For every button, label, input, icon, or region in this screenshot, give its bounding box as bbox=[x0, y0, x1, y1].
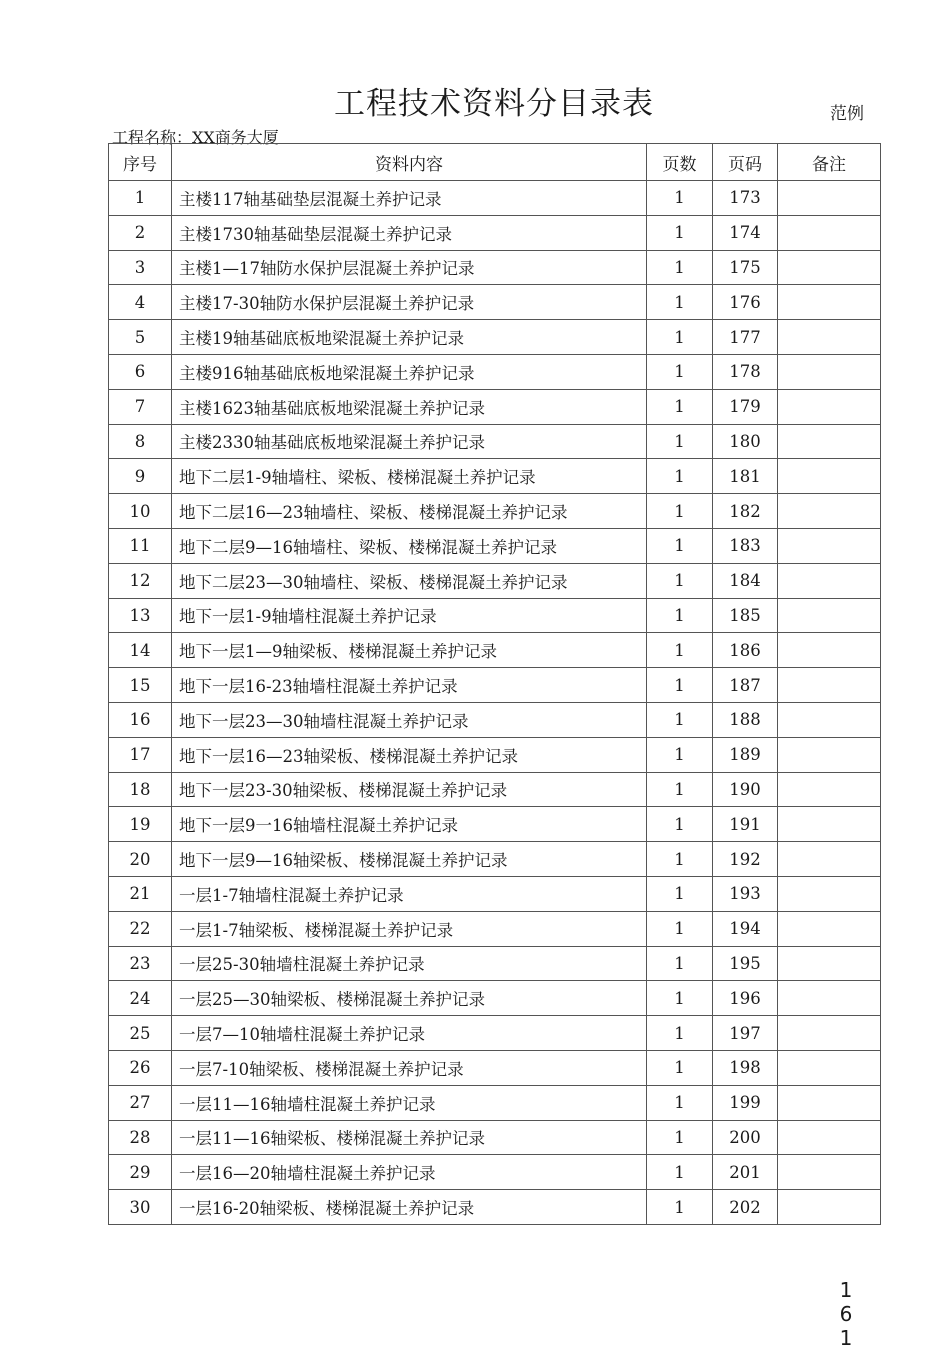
cell-page-number: 189 bbox=[713, 737, 778, 772]
cell-page-count: 1 bbox=[647, 320, 713, 355]
cell-page-count: 1 bbox=[647, 285, 713, 320]
cell-content: 主楼19轴基础底板地梁混凝土养护记录 bbox=[172, 320, 647, 355]
cell-remarks bbox=[778, 946, 881, 981]
cell-serial: 8 bbox=[109, 424, 172, 459]
cell-page-count: 1 bbox=[647, 528, 713, 563]
cell-content: 一层25-30轴墙柱混凝土养护记录 bbox=[172, 946, 647, 981]
cell-page-count: 1 bbox=[647, 459, 713, 494]
cell-remarks bbox=[778, 494, 881, 529]
table-row bbox=[109, 459, 881, 494]
table-row bbox=[109, 389, 881, 424]
cell-serial: 14 bbox=[109, 633, 172, 668]
table-row bbox=[109, 424, 881, 459]
cell-page-count: 1 bbox=[647, 494, 713, 529]
cell-serial: 4 bbox=[109, 285, 172, 320]
table-row bbox=[109, 320, 881, 355]
cell-page-count: 1 bbox=[647, 946, 713, 981]
cell-remarks bbox=[778, 633, 881, 668]
cell-page-count: 1 bbox=[647, 876, 713, 911]
cell-serial: 23 bbox=[109, 946, 172, 981]
cell-page-number: 196 bbox=[713, 981, 778, 1016]
cell-content: 一层7-10轴梁板、楼梯混凝土养护记录 bbox=[172, 1050, 647, 1085]
table-header-row bbox=[109, 144, 881, 181]
project-name-label: 工程名称：XX商务大厦 bbox=[112, 128, 279, 147]
cell-remarks bbox=[778, 320, 881, 355]
cell-page-number: 181 bbox=[713, 459, 778, 494]
cell-page-count: 1 bbox=[647, 842, 713, 877]
cell-page-count: 1 bbox=[647, 1050, 713, 1085]
table-row bbox=[109, 528, 881, 563]
table-row bbox=[109, 807, 881, 842]
table-row bbox=[109, 1085, 881, 1120]
cell-content: 主楼2330轴基础底板地梁混凝土养护记录 bbox=[172, 424, 647, 459]
cell-page-count: 1 bbox=[647, 737, 713, 772]
cell-page-count: 1 bbox=[647, 1085, 713, 1120]
cell-content: 一层7—10轴墙柱混凝土养护记录 bbox=[172, 1016, 647, 1051]
cell-page-number: 178 bbox=[713, 354, 778, 389]
cell-remarks bbox=[778, 424, 881, 459]
cell-page-count: 1 bbox=[647, 1120, 713, 1155]
cell-serial: 28 bbox=[109, 1120, 172, 1155]
cell-content: 地下一层16-23轴墙柱混凝土养护记录 bbox=[172, 668, 647, 703]
cell-page-number: 191 bbox=[713, 807, 778, 842]
cell-page-count: 1 bbox=[647, 563, 713, 598]
cell-page-count: 1 bbox=[647, 424, 713, 459]
cell-page-number: 194 bbox=[713, 911, 778, 946]
cell-page-count: 1 bbox=[647, 354, 713, 389]
cell-serial: 6 bbox=[109, 354, 172, 389]
cell-content: 一层16—20轴墙柱混凝土养护记录 bbox=[172, 1155, 647, 1190]
cell-remarks bbox=[778, 737, 881, 772]
table-row bbox=[109, 1050, 881, 1085]
cell-serial: 10 bbox=[109, 494, 172, 529]
table-row bbox=[109, 772, 881, 807]
table-row bbox=[109, 250, 881, 285]
table-row bbox=[109, 1120, 881, 1155]
cell-content: 地下一层23-30轴梁板、楼梯混凝土养护记录 bbox=[172, 772, 647, 807]
cell-remarks bbox=[778, 354, 881, 389]
cell-content: 地下二层23—30轴墙柱、梁板、楼梯混凝土养护记录 bbox=[172, 563, 647, 598]
cell-page-count: 1 bbox=[647, 981, 713, 1016]
cell-serial: 22 bbox=[109, 911, 172, 946]
cell-page-count: 1 bbox=[647, 1155, 713, 1190]
cell-remarks bbox=[778, 389, 881, 424]
cell-remarks bbox=[778, 1016, 881, 1051]
cell-page-number: 195 bbox=[713, 946, 778, 981]
example-mark: 范例 bbox=[830, 104, 864, 124]
table-row bbox=[109, 842, 881, 877]
cell-page-number: 183 bbox=[713, 528, 778, 563]
cell-page-number: 192 bbox=[713, 842, 778, 877]
cell-content: 主楼117轴基础垫层混凝土养护记录 bbox=[172, 181, 647, 216]
page-number: 1 6 1 bbox=[839, 1278, 853, 1350]
cell-serial: 21 bbox=[109, 876, 172, 911]
cell-page-count: 1 bbox=[647, 668, 713, 703]
cell-content: 地下二层1-9轴墙柱、梁板、楼梯混凝土养护记录 bbox=[172, 459, 647, 494]
cell-page-count: 1 bbox=[647, 911, 713, 946]
cell-remarks bbox=[778, 842, 881, 877]
cell-content: 主楼916轴基础底板地梁混凝土养护记录 bbox=[172, 354, 647, 389]
cell-page-number: 177 bbox=[713, 320, 778, 355]
table-row bbox=[109, 737, 881, 772]
table-body bbox=[109, 181, 881, 1225]
cell-serial: 15 bbox=[109, 668, 172, 703]
table-row bbox=[109, 633, 881, 668]
cell-page-number: 184 bbox=[713, 563, 778, 598]
table-row bbox=[109, 911, 881, 946]
cell-page-number: 173 bbox=[713, 181, 778, 216]
cell-serial: 1 bbox=[109, 181, 172, 216]
cell-remarks bbox=[778, 598, 881, 633]
cell-page-number: 185 bbox=[713, 598, 778, 633]
cell-page-number: 202 bbox=[713, 1190, 778, 1225]
cell-page-number: 180 bbox=[713, 424, 778, 459]
cell-serial: 5 bbox=[109, 320, 172, 355]
header-remarks: 备注 bbox=[778, 144, 881, 181]
cell-page-count: 1 bbox=[647, 633, 713, 668]
cell-serial: 18 bbox=[109, 772, 172, 807]
cell-serial: 9 bbox=[109, 459, 172, 494]
cell-serial: 12 bbox=[109, 563, 172, 598]
cell-serial: 17 bbox=[109, 737, 172, 772]
cell-page-count: 1 bbox=[647, 1190, 713, 1225]
cell-serial: 26 bbox=[109, 1050, 172, 1085]
table-row bbox=[109, 215, 881, 250]
cell-remarks bbox=[778, 1085, 881, 1120]
cell-page-number: 200 bbox=[713, 1120, 778, 1155]
cell-remarks bbox=[778, 215, 881, 250]
cell-page-number: 201 bbox=[713, 1155, 778, 1190]
cell-remarks bbox=[778, 1190, 881, 1225]
cell-page-number: 179 bbox=[713, 389, 778, 424]
table-row bbox=[109, 668, 881, 703]
cell-remarks bbox=[778, 911, 881, 946]
document-title: 工程技术资料分目录表 bbox=[334, 86, 654, 122]
cell-content: 地下一层9—16轴梁板、楼梯混凝土养护记录 bbox=[172, 842, 647, 877]
cell-content: 主楼17-30轴防水保护层混凝土养护记录 bbox=[172, 285, 647, 320]
cell-remarks bbox=[778, 285, 881, 320]
cell-content: 一层1-7轴梁板、楼梯混凝土养护记录 bbox=[172, 911, 647, 946]
cell-page-number: 187 bbox=[713, 668, 778, 703]
cell-page-count: 1 bbox=[647, 181, 713, 216]
cell-page-count: 1 bbox=[647, 215, 713, 250]
cell-serial: 16 bbox=[109, 702, 172, 737]
table-row bbox=[109, 981, 881, 1016]
table-row bbox=[109, 494, 881, 529]
cell-remarks bbox=[778, 1120, 881, 1155]
cell-serial: 20 bbox=[109, 842, 172, 877]
cell-remarks bbox=[778, 772, 881, 807]
cell-page-number: 197 bbox=[713, 1016, 778, 1051]
cell-serial: 29 bbox=[109, 1155, 172, 1190]
cell-page-number: 193 bbox=[713, 876, 778, 911]
cell-remarks bbox=[778, 876, 881, 911]
cell-serial: 2 bbox=[109, 215, 172, 250]
table-row bbox=[109, 181, 881, 216]
cell-remarks bbox=[778, 702, 881, 737]
table-row bbox=[109, 354, 881, 389]
cell-content: 主楼1—17轴防水保护层混凝土养护记录 bbox=[172, 250, 647, 285]
cell-remarks bbox=[778, 459, 881, 494]
cell-page-number: 175 bbox=[713, 250, 778, 285]
cell-content: 一层16-20轴梁板、楼梯混凝土养护记录 bbox=[172, 1190, 647, 1225]
cell-content: 地下一层16—23轴梁板、楼梯混凝土养护记录 bbox=[172, 737, 647, 772]
cell-serial: 30 bbox=[109, 1190, 172, 1225]
cell-content: 地下一层23—30轴墙柱混凝土养护记录 bbox=[172, 702, 647, 737]
table-row bbox=[109, 563, 881, 598]
cell-page-number: 188 bbox=[713, 702, 778, 737]
cell-remarks bbox=[778, 807, 881, 842]
cell-serial: 24 bbox=[109, 981, 172, 1016]
cell-remarks bbox=[778, 1155, 881, 1190]
cell-serial: 7 bbox=[109, 389, 172, 424]
cell-serial: 13 bbox=[109, 598, 172, 633]
cell-remarks bbox=[778, 181, 881, 216]
table-row bbox=[109, 1155, 881, 1190]
cell-remarks bbox=[778, 668, 881, 703]
cell-content: 一层11—16轴梁板、楼梯混凝土养护记录 bbox=[172, 1120, 647, 1155]
cell-page-number: 199 bbox=[713, 1085, 778, 1120]
cell-page-count: 1 bbox=[647, 1016, 713, 1051]
cell-remarks bbox=[778, 250, 881, 285]
cell-page-count: 1 bbox=[647, 807, 713, 842]
cell-page-number: 182 bbox=[713, 494, 778, 529]
cell-page-count: 1 bbox=[647, 772, 713, 807]
cell-page-count: 1 bbox=[647, 702, 713, 737]
table-row bbox=[109, 1190, 881, 1225]
cell-page-number: 174 bbox=[713, 215, 778, 250]
cell-page-number: 190 bbox=[713, 772, 778, 807]
table-row bbox=[109, 1016, 881, 1051]
cell-remarks bbox=[778, 1050, 881, 1085]
header-serial: 序号 bbox=[109, 144, 172, 181]
cell-content: 地下二层9—16轴墙柱、梁板、楼梯混凝土养护记录 bbox=[172, 528, 647, 563]
header-content: 资料内容 bbox=[172, 144, 647, 181]
cell-content: 地下一层9一16轴墙柱混凝土养护记录 bbox=[172, 807, 647, 842]
cell-serial: 3 bbox=[109, 250, 172, 285]
cell-content: 地下一层1-9轴墙柱混凝土养护记录 bbox=[172, 598, 647, 633]
cell-serial: 25 bbox=[109, 1016, 172, 1051]
header-page-count: 页数 bbox=[647, 144, 713, 181]
cell-serial: 19 bbox=[109, 807, 172, 842]
cell-page-number: 198 bbox=[713, 1050, 778, 1085]
cell-content: 主楼1623轴基础底板地梁混凝土养护记录 bbox=[172, 389, 647, 424]
table-row bbox=[109, 876, 881, 911]
cell-content: 一层25—30轴梁板、楼梯混凝土养护记录 bbox=[172, 981, 647, 1016]
cell-page-count: 1 bbox=[647, 389, 713, 424]
cell-content: 主楼1730轴基础垫层混凝土养护记录 bbox=[172, 215, 647, 250]
cell-remarks bbox=[778, 528, 881, 563]
cell-content: 地下二层16—23轴墙柱、梁板、楼梯混凝土养护记录 bbox=[172, 494, 647, 529]
catalog-table bbox=[108, 143, 881, 1225]
cell-page-number: 176 bbox=[713, 285, 778, 320]
table-row bbox=[109, 598, 881, 633]
cell-serial: 27 bbox=[109, 1085, 172, 1120]
cell-page-number: 186 bbox=[713, 633, 778, 668]
table-row bbox=[109, 702, 881, 737]
cell-remarks bbox=[778, 563, 881, 598]
cell-page-count: 1 bbox=[647, 598, 713, 633]
table-row bbox=[109, 285, 881, 320]
cell-page-count: 1 bbox=[647, 250, 713, 285]
cell-content: 一层11—16轴墙柱混凝土养护记录 bbox=[172, 1085, 647, 1120]
table-row bbox=[109, 946, 881, 981]
cell-remarks bbox=[778, 981, 881, 1016]
cell-content: 地下一层1—9轴梁板、楼梯混凝土养护记录 bbox=[172, 633, 647, 668]
header-page-number: 页码 bbox=[713, 144, 778, 181]
cell-content: 一层1-7轴墙柱混凝土养护记录 bbox=[172, 876, 647, 911]
cell-serial: 11 bbox=[109, 528, 172, 563]
